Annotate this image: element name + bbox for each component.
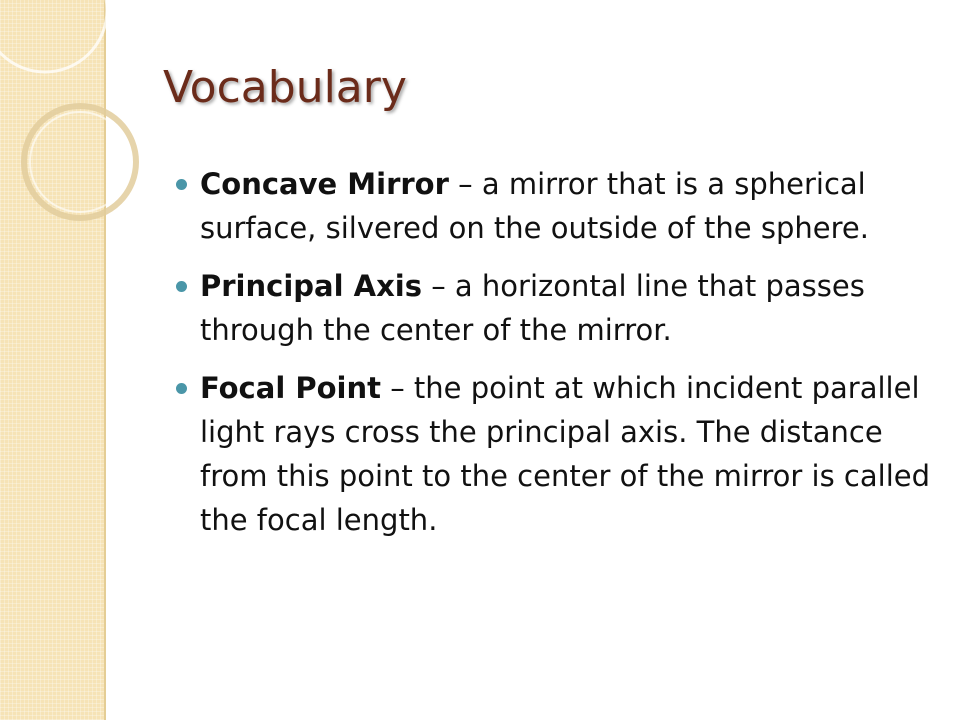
small-ring [24,106,136,218]
bullet-icon [176,281,187,292]
definition-text: – a mirror that is a spherical surface, silvered on the outside of the sphere. [200,167,869,245]
list-item-focal-point [176,366,936,542]
bullet-icon [176,383,187,394]
term-label: Focal Point [200,371,381,405]
vocabulary-list [176,162,936,556]
large-ring [0,0,107,72]
term-label: Concave Mirror [200,167,449,201]
definition-text: – the point at which incident parallel light rays cross the principal axis. The distance from this point to the center of the mirror is called the focal length. [200,371,931,537]
definition-text: – a horizontal line that passes through the center of the mirror. [200,269,865,347]
slide-title: Vocabulary [163,62,407,113]
decorative-rings [0,0,140,240]
term-label: Principal Axis [200,269,422,303]
list-item-concave-mirror [176,162,936,250]
bullet-icon [176,179,187,190]
small-ring-highlight [30,112,130,212]
list-item-principal-axis [176,264,936,352]
